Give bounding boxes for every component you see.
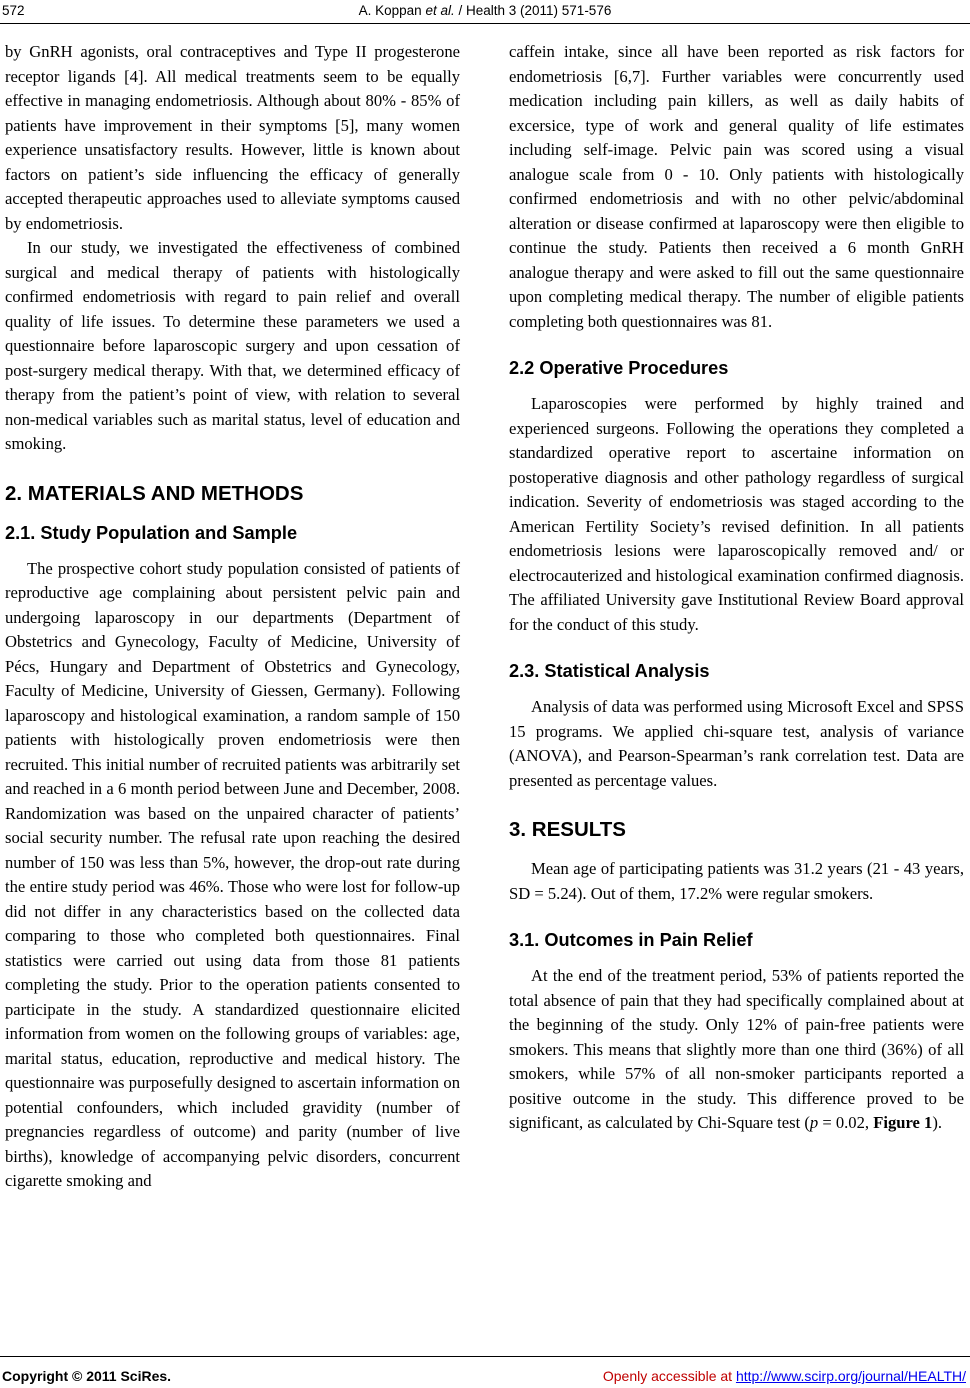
subsection-heading-operative-procedures: 2.2 Operative Procedures <box>509 358 729 378</box>
pain-relief-paragraph: At the end of the treatment period, 53% of patients reported the total absence of pain that they had specifically complained about at the beginning of the study. Only 12% of pain-free patients were smokers. This means that slightly more than one third (36%) of all smokers, while 57% of all non-smoker participants reported a positive outcome in the study. This difference proved to be significant, as calculated by Chi-Square test (p = 0.02, Figure 1). <box>509 966 964 1132</box>
subsection-heading-study-population: 2.1. Study Population and Sample <box>5 522 298 543</box>
open-access-notice: Openly accessible at http://www.scirp.org/journal/HEALTH/ <box>602 1368 966 1384</box>
statistical-analysis-paragraph: Analysis of data was performed using Microsoft Excel and SPSS 15 programs. We applied chi-square test, analysis of variance (ANOVA), and Pearson-Spearman’s rank correlation test. Data are presented as percentage values. <box>509 697 964 790</box>
subsection-heading-statistical-analysis: 2.3. Statistical Analysis <box>509 661 710 681</box>
study-aim-paragraph: In our study, we investigated the effectiveness of combined surgical and medical therapy of patients with histologically confirmed endometriosis with regard to pain relief and overall quality of life issues. To determine these parameters we used a questionnaire before laparoscopic surgery and upon cessation of post-surgery medical therapy. With that, we determined efficacy of therapy from the patient’s point of view, with relation to several non-medical variables such as marital status, level of education and smoking. <box>5 238 460 453</box>
page-header <box>0 2 970 24</box>
copyright-notice: Copyright © 2011 SciRes. <box>2 1368 172 1384</box>
section-heading-results: 3. RESULTS <box>509 818 626 841</box>
study-population-paragraph: The prospective cohort study population consisted of patients of reproductive age complaining about persistent pelvic pain and undergoing laparoscopy in our departments (Department of Obstetrics and Gynecology, Faculty of Medicine, University of Pécs, Hungary and Department of Obstetrics and Gynecology, Faculty of Medicine, University of Giessen, Germany). Following laparoscopy and histological examination, a random sample of 150 patients with histologically proven endometriosis were then recruited. This initial number of recruited patients was arbitrarily set and reached in a 6 month period between June and December, 2008. Randomization was based on the unpaired character of patients’ social security number. The refusal rate upon reaching the desired number of 150 was less than 5%, however, the drop-out rate during the entire study period was 46%. Those who were lost for follow-up did not differ in any characteristics based on the collected data comparing to those who completed both questionnaires. Final statistics were carried out using data from those 81 patients completing the study. Prior to the operation patients consented to participate in the study. A standardized questionnaire elicited information from women on the following groups of variables: age, marital status, education, reproductive and medical history. The questionnaire was purposefully designed to ascertain information on potential confounders, which included gravidity (number of pregnancies regardless of outcome) and parity (number of live births), knowledge of accompanying pelvic disorders, concurrent cigarette smoking and <box>5 558 460 1190</box>
right-column <box>509 40 964 1136</box>
section-heading-methods: 2. MATERIALS AND METHODS <box>5 481 304 505</box>
page-number: 572 <box>2 3 25 18</box>
operative-procedures-paragraph: Laparoscopies were performed by highly trained and experienced surgeons. Following the operations they completed a standardized operative report to ascertaine information on postoperative diagnosis and other pathology regardless of surgical indication. Severity of endometriosis was staged according to the American Fertility Society’s revised definition. In all patients endometriosis lesions were laparoscopically removed and/ or electrocauterized and histological examination confirmed diagnosis. The affiliated University gave Institutional Review Board approval for the conduct of this study. <box>509 394 964 634</box>
subsection-heading-pain-relief: 3.1. Outcomes in Pain Relief <box>509 930 753 950</box>
figure-reference-link[interactable]: Figure 1 <box>873 1113 933 1132</box>
results-paragraph: Mean age of participating patients was 31.2 years (21 - 43 years, SD = 5.24). Out of them, 17.2% were regular smokers. <box>509 859 964 903</box>
journal-url-link[interactable]: http://www.scirp.org/journal/HEALTH/ <box>735 1368 966 1384</box>
study-population-paragraph-continued: caffein intake, since all have been reported as risk factors for endometriosis [6,7]. Further variables were concurrently used medication including pain killers, as well as daily habits of excersice, type of work and general quality of life estimates including self-image. Pelvic pain was scored using a visual analogue scale from 0 - 10. Only patients with histologically confirmed endometriosis and with no other pelvic/abdominal alteration or disease confirmed at laparoscopy were then eligible to continue the study. Patients then received a 6 month GnRH analogue therapy and were asked to fill out the same questionnaire upon completing medical therapy. The number of eligible patients completing both questionnaires was 81. <box>509 42 964 331</box>
intro-paragraph-continued: by GnRH agonists, oral contraceptives and Type II progesterone receptor ligands [4]. All medical treatments seem to be equally effective in managing endometriosis. Although about 80% - 85% of patients have improvement in their symptoms [5], many women experience unsatisfactory results. However, little is known about factors on patient’s side influencing the efficacy of generally accepted therapeutic approaches used to alleviate symptoms caused by endometriosis. <box>5 42 460 233</box>
running-title: A. Koppan et al. / Health 3 (2011) 571-576 <box>358 3 612 18</box>
page-footer <box>0 1356 970 1386</box>
footer-rule <box>0 1356 970 1357</box>
header-rule <box>0 23 970 24</box>
left-column <box>5 40 460 1194</box>
